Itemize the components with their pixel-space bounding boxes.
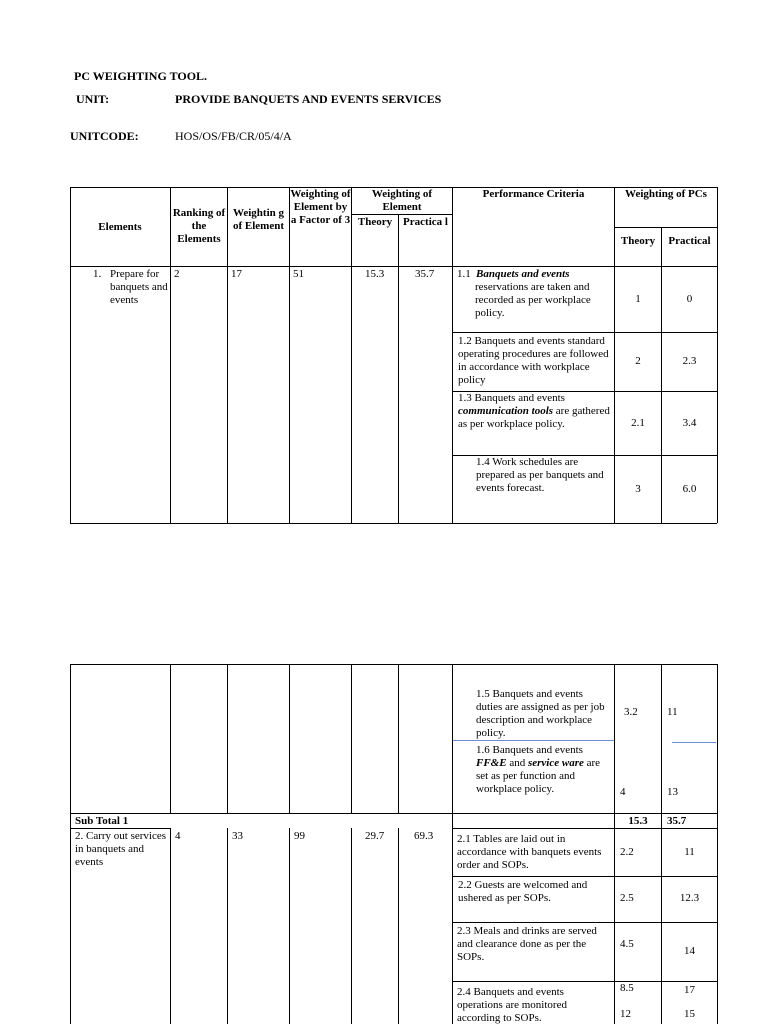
header-ranking: Ranking of the Elements <box>172 207 226 245</box>
pc-1-5-theory: 3.2 <box>624 706 638 718</box>
element-1-theory: 15.3 <box>365 268 385 280</box>
document-title: PC WEIGHTING TOOL. <box>74 69 208 83</box>
header-elements: Elements <box>98 221 142 233</box>
element-1-factor: 51 <box>293 268 304 280</box>
pc-1-4-theory: 3 <box>635 483 641 495</box>
unit-value: PROVIDE BANQUETS AND EVENTS SERVICES <box>175 92 442 106</box>
header-factor: Weighting of Element by a Factor of 3 <box>290 188 351 226</box>
unitcode-value: HOS/OS/FB/CR/05/4/A <box>175 129 292 143</box>
header-weighting-element: Weighting of Element <box>371 188 433 213</box>
header-performance-criteria: Performance Criteria <box>482 188 585 200</box>
header-pc-practical: Practical <box>668 235 711 247</box>
pc-1-6-practical: 13 <box>667 786 678 798</box>
element-2-ranking: 4 <box>175 830 181 842</box>
pc-1-1-bold: Banquets and events <box>476 268 570 280</box>
element-2-name: 2. Carry out services in banquets and events <box>75 830 167 868</box>
subtotal-1-practical: 35.7 <box>667 815 687 827</box>
pc-1-6-text: 1.6 Banquets and events FF&E and service ware are set as per function and workplace policy. <box>476 744 601 795</box>
element-1-weighting: 17 <box>231 268 242 280</box>
pc-1-2-text: 1.2 Banquets and events standard operating procedures are followed in accordance with workplace policy <box>458 335 609 386</box>
unit-label: UNIT: <box>76 92 110 106</box>
pc-1-1-text: reservations are taken and recorded as per workplace policy. <box>475 281 591 319</box>
pc-2-2-text: 2.2 Guests are welcomed and ushered as per SOPs. <box>458 879 588 904</box>
pc-2-3-text: 2.3 Meals and drinks are served and clearance done as per the SOPs. <box>457 925 597 963</box>
element-2-practical: 69.3 <box>414 830 434 842</box>
unitcode-label: UNITCODE: <box>70 129 139 143</box>
element-2-theory: 29.7 <box>365 830 385 842</box>
pc-1-1-theory: 1 <box>635 293 641 305</box>
pc-1-3-text: 1.3 Banquets and events communication tools are gathered as per workplace policy. <box>458 392 610 430</box>
pc-1-6-theory: 4 <box>620 786 626 798</box>
pc-1-4-text: 1.4 Work schedules are prepared as per banquets and events forecast. <box>476 456 604 494</box>
pc-1-1-practical: 0 <box>686 293 693 305</box>
header-weighting: Weightin g of Element <box>232 207 285 232</box>
header-theory: Theory <box>357 216 393 228</box>
header-practical: Practica l <box>403 216 448 228</box>
pc-1-5-practical: 11 <box>667 706 678 718</box>
element-2-weighting: 33 <box>232 830 243 842</box>
element-1-number: 1. <box>93 268 102 280</box>
pc-2-3-theory: 4.5 <box>620 938 634 950</box>
element-1-name: Prepare for banquets and events <box>110 268 168 306</box>
pc-1-3-theory: 2.1 <box>631 417 645 429</box>
pc-2-1-theory: 2.2 <box>620 846 634 858</box>
subtotal-1-theory: 15.3 <box>628 815 648 827</box>
pc-1-2-practical: 2.3 <box>682 355 697 367</box>
subtotal-1-label: Sub Total 1 <box>75 815 129 827</box>
header-weighting-pcs: Weighting of PCs <box>625 188 707 200</box>
pc-1-2-theory: 2 <box>635 355 641 367</box>
pc-2-4-text: 2.4 Banquets and events operations are monitored according to SOPs. <box>457 986 567 1024</box>
pc-2-3-practical: 14 <box>684 945 695 957</box>
element-1-practical: 35.7 <box>415 268 435 280</box>
element-2-factor: 99 <box>294 830 305 842</box>
pc-1-3-practical: 3.4 <box>682 417 697 429</box>
element-1-ranking: 2 <box>174 268 180 280</box>
pc-2-4-practical-b: 15 <box>684 1008 695 1020</box>
pc-2-2-practical: 12.3 <box>679 892 700 904</box>
pc-2-1-practical: 11 <box>684 846 695 858</box>
header-pc-theory: Theory <box>620 235 656 247</box>
pc-2-1-text: 2.1 Tables are laid out in accordance with banquets events order and SOPs. <box>457 833 602 871</box>
pc-2-4-theory-a: 8.5 <box>620 982 634 994</box>
pc-1-4-practical: 6.0 <box>682 483 697 495</box>
pc-2-2-theory: 2.5 <box>620 892 634 904</box>
pc-2-4-practical-a: 17 <box>684 984 695 996</box>
pc-1-5-text: 1.5 Banquets and events duties are assigned as per job description and workplace policy. <box>476 688 605 739</box>
pc-1-1-number: 1.1 <box>457 268 471 280</box>
pc-2-4-theory-b: 12 <box>620 1008 631 1020</box>
